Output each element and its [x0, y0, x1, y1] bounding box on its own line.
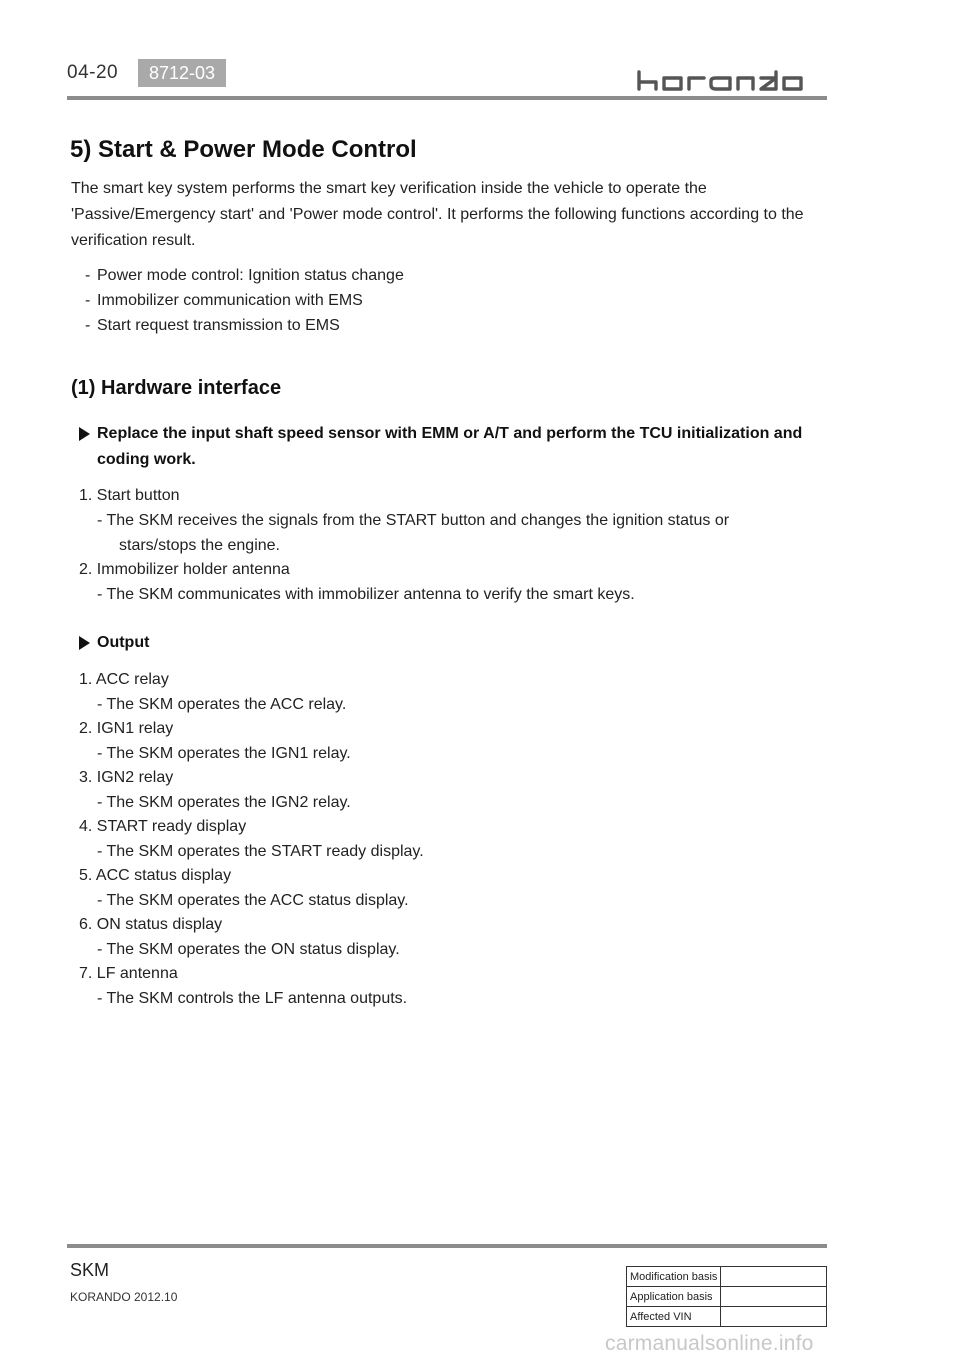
hardware-item-desc: - The SKM communicates with immobilizer antenna to verify the smart keys.: [97, 586, 635, 603]
intro-paragraph: The smart key system performs the smart key verification inside the vehicle to operate the 'Passive/Emergency start' and 'Power mode control'. It performs the following functions according to the verification result.: [71, 180, 804, 249]
hardware-item-desc-cont: stars/stops the engine.: [119, 537, 280, 554]
subsection-title: (1) Hardware interface: [71, 377, 282, 399]
output-item-desc: - The SKM operates the IGN1 relay.: [97, 745, 351, 762]
table-value: [721, 1267, 827, 1287]
table-row: [627, 1307, 827, 1327]
section-code-badge: 8712-03: [138, 59, 226, 87]
hardware-item-label: 1. Start button: [79, 487, 180, 504]
output-item-label: 3. IGN2 relay: [79, 769, 174, 786]
triangle-bullet-icon: [79, 636, 90, 650]
output-item-label: 6. ON status display: [79, 916, 223, 933]
bullet-dash: -: [85, 292, 91, 309]
bullet-dash: -: [85, 267, 91, 284]
footer-module: SKM: [70, 1260, 110, 1280]
output-item-desc: - The SKM operates the IGN2 relay.: [97, 794, 351, 811]
output-item-desc: - The SKM operates the ACC relay.: [97, 696, 347, 713]
output-item-desc: - The SKM operates the ACC status display.: [97, 892, 409, 909]
header-rule: [67, 96, 827, 100]
table-label: Affected VIN: [627, 1307, 721, 1327]
triangle-bullet-icon: [79, 427, 90, 441]
output-item-label: 1. ACC relay: [79, 671, 169, 688]
section-title: 5) Start & Power Mode Control: [70, 136, 417, 163]
output-item-label: 2. IGN1 relay: [79, 720, 174, 737]
output-item-desc: - The SKM operates the ON status display.: [97, 941, 400, 958]
replace-note-line1: Replace the input shaft speed sensor with EMM or A/T and perform the TCU initialization and: [97, 425, 803, 442]
hardware-item-label: 2. Immobilizer holder antenna: [79, 561, 290, 578]
table-label: Modification basis: [627, 1267, 721, 1287]
output-item-desc: - The SKM controls the LF antenna outputs.: [97, 990, 408, 1007]
bullet-dash: -: [85, 317, 91, 334]
korando-logo: [636, 70, 826, 92]
output-item-label: 7. LF antenna: [79, 965, 178, 982]
bullet-item: Power mode control: Ignition status change: [97, 267, 404, 284]
output-item-label: 4. START ready display: [79, 818, 247, 835]
bullet-item: Immobilizer communication with EMS: [97, 292, 363, 309]
table-value: [721, 1287, 827, 1307]
table-value: [721, 1307, 827, 1327]
table-label: Application basis: [627, 1287, 721, 1307]
output-item-label: 5. ACC status display: [79, 867, 232, 884]
watermark: carmanualsonline.info: [605, 1332, 814, 1355]
table-row: [627, 1287, 827, 1307]
table-row: [627, 1267, 827, 1287]
bullet-item: Start request transmission to EMS: [97, 317, 340, 334]
footer-rule: [67, 1244, 827, 1248]
hardware-item-desc: - The SKM receives the signals from the START button and changes the ignition status or: [97, 512, 730, 529]
page-number: 04-20: [67, 62, 119, 83]
output-title: Output: [97, 634, 150, 651]
revision-table: [626, 1266, 827, 1327]
footer-model: KORANDO 2012.10: [70, 1290, 178, 1304]
output-item-desc: - The SKM operates the START ready display.: [97, 843, 424, 860]
replace-note-line2: coding work.: [97, 451, 196, 468]
